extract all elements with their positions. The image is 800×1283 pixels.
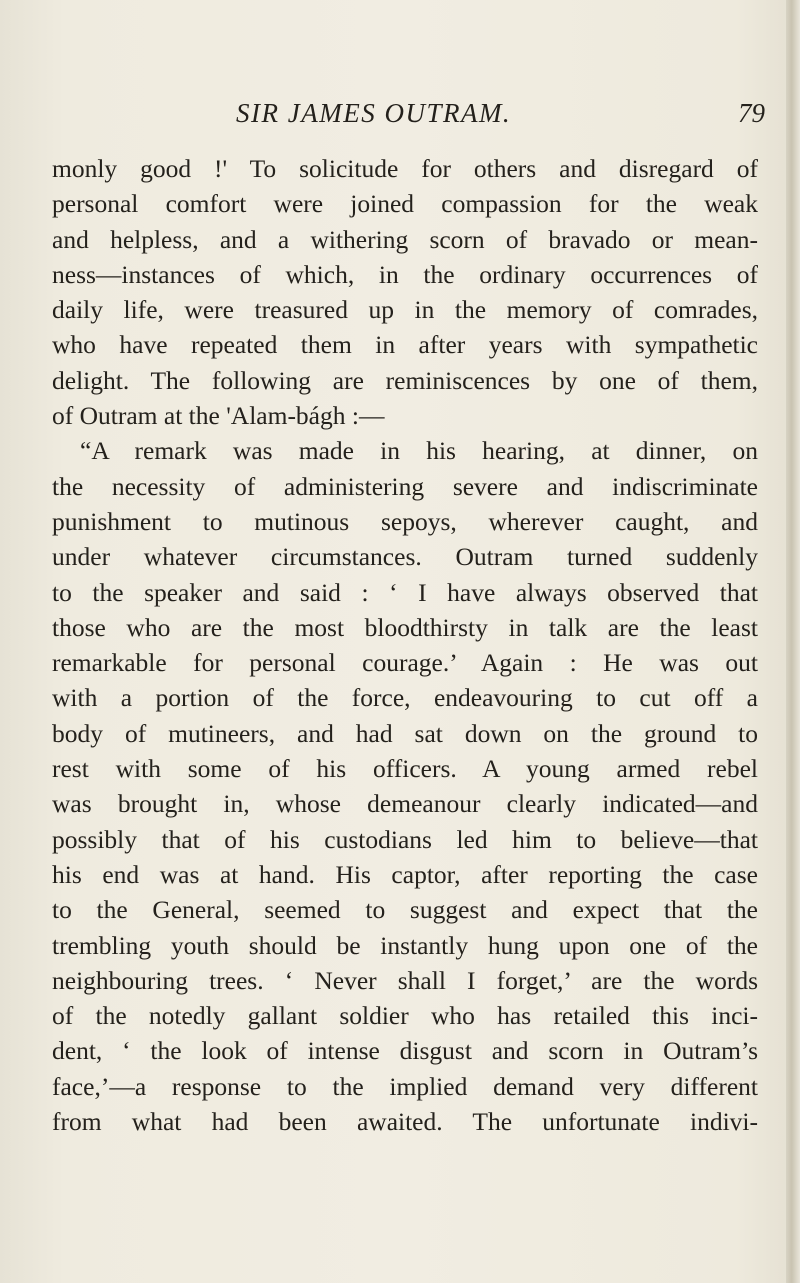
text-line: neighbouring trees. ‘ Never shall I forget,’ are the words bbox=[52, 965, 758, 995]
text-line: rest with some of his officers. A young armed rebel bbox=[52, 754, 758, 784]
text-line: of the notedly gallant soldier who has retailed this inci- bbox=[52, 1001, 758, 1031]
body-text bbox=[52, 151, 758, 1139]
text-line: punishment to mutinous sepoys, wherever caught, and bbox=[52, 506, 758, 536]
text-line: who have repeated them in after years with sympathetic bbox=[52, 330, 758, 360]
text-line: those who are the most bloodthirsty in talk are the least bbox=[52, 612, 758, 642]
text-line: and helpless, and a withering scorn of bravado or mean- bbox=[52, 224, 758, 254]
text-line: personal comfort were joined compassion for the weak bbox=[52, 189, 758, 219]
text-line: daily life, were treasured up in the memory of comrades, bbox=[52, 295, 758, 325]
text-line: dent, ‘ the look of intense disgust and scorn in Outram’s bbox=[52, 1036, 758, 1066]
text-line: his end was at hand. His captor, after reporting the case bbox=[52, 859, 758, 889]
text-line: monly good !' To solicitude for others and disregard of bbox=[52, 154, 758, 183]
text-line: to the speaker and said : ‘ I have always observed that bbox=[52, 577, 758, 607]
page-edge bbox=[786, 0, 800, 1283]
text-line: of Outram at the 'Alam-bágh :— bbox=[52, 401, 385, 431]
text-line: was brought in, whose demeanour clearly indicated—and bbox=[52, 789, 758, 819]
text-line: with a portion of the force, endeavouring to cut off a bbox=[52, 683, 758, 713]
text-line: face,’—a response to the implied demand very different bbox=[52, 1071, 758, 1101]
text-line: delight. The following are reminiscences by one of them, bbox=[52, 365, 758, 395]
text-line: trembling youth should be instantly hung upon one of the bbox=[52, 930, 758, 960]
text-line: possibly that of his custodians led him to believe—that bbox=[52, 824, 758, 854]
text-line: the necessity of administering severe and indiscriminate bbox=[52, 471, 758, 501]
text-line: from what had been awaited. The unfortunate indivi- bbox=[52, 1107, 758, 1137]
text-line: under whatever circumstances. Outram turned suddenly bbox=[52, 542, 758, 572]
text-line: “A remark was made in his hearing, at dinner, on bbox=[80, 436, 758, 466]
page-number: 79 bbox=[738, 98, 765, 128]
page-header bbox=[0, 98, 800, 138]
text-line: remarkable for personal courage.’ Again : He was out bbox=[52, 648, 758, 678]
text-line: body of mutineers, and had sat down on the ground to bbox=[52, 718, 758, 748]
text-line: to the General, seemed to suggest and expect that the bbox=[52, 895, 758, 925]
running-head: SIR JAMES OUTRAM. bbox=[236, 98, 512, 128]
text-line: ness—instances of which, in the ordinary occurrences of bbox=[52, 259, 758, 289]
